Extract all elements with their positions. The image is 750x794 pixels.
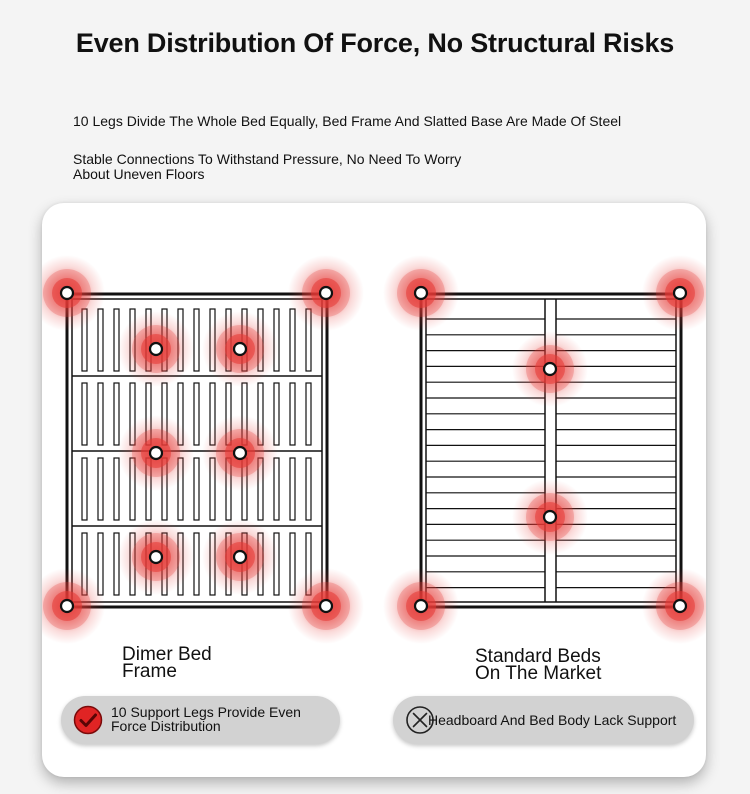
page-title: Even Distribution Of Force, No Structural Risks (75, 28, 675, 58)
dimer-benefit-badge (61, 696, 340, 744)
comparison-card (42, 203, 706, 777)
support-point (288, 568, 364, 644)
support-point (642, 568, 706, 644)
slat (82, 383, 87, 445)
support-point (118, 415, 194, 491)
slat (98, 383, 103, 445)
standard-caption-line-2: On The Market (475, 663, 602, 684)
slat (306, 458, 311, 520)
standard-caption-line-1: Standard Beds (475, 646, 601, 667)
dimer-bed-frame-diagram (67, 294, 327, 607)
support-points (42, 255, 706, 644)
slat (274, 383, 279, 445)
slat (114, 383, 119, 445)
slat (114, 533, 119, 595)
standard-drawback-badge (393, 696, 694, 744)
support-point (42, 568, 105, 644)
standard-caption (475, 648, 601, 682)
support-point (288, 255, 364, 331)
dimer-caption (122, 646, 212, 680)
support-point (512, 331, 588, 407)
standard-drawback-text: Headboard And Bed Body Lack Support (428, 712, 677, 728)
slat (306, 383, 311, 445)
slat (98, 309, 103, 371)
check-icon (73, 705, 103, 735)
slat (194, 383, 199, 445)
support-point (202, 415, 278, 491)
slat (98, 458, 103, 520)
slat (194, 458, 199, 520)
support-point (383, 255, 459, 331)
support-point (118, 311, 194, 387)
comparison-diagram (42, 203, 706, 777)
support-point (202, 519, 278, 595)
dimer-caption-line-1: Dimer Bed (122, 644, 212, 665)
dimer-caption-line-2: Frame (122, 661, 177, 682)
slat (290, 458, 295, 520)
description-line-2: Stable Connections To Withstand Pressure, No Need To Worry About Uneven Floors (73, 151, 462, 182)
support-point (118, 519, 194, 595)
slat (194, 533, 199, 595)
support-point (512, 479, 588, 555)
support-point (383, 568, 459, 644)
dimer-benefit-text: 10 Support Legs Provide Even Force Distribution (111, 704, 301, 734)
slat (82, 458, 87, 520)
slat (290, 383, 295, 445)
support-point (202, 311, 278, 387)
slat (290, 309, 295, 371)
slat (114, 458, 119, 520)
slat (194, 309, 199, 371)
description-line-1: 10 Legs Divide The Whole Bed Equally, Bed Frame And Slatted Base Are Made Of Steel (73, 113, 622, 129)
support-point (42, 255, 105, 331)
slat (114, 309, 119, 371)
